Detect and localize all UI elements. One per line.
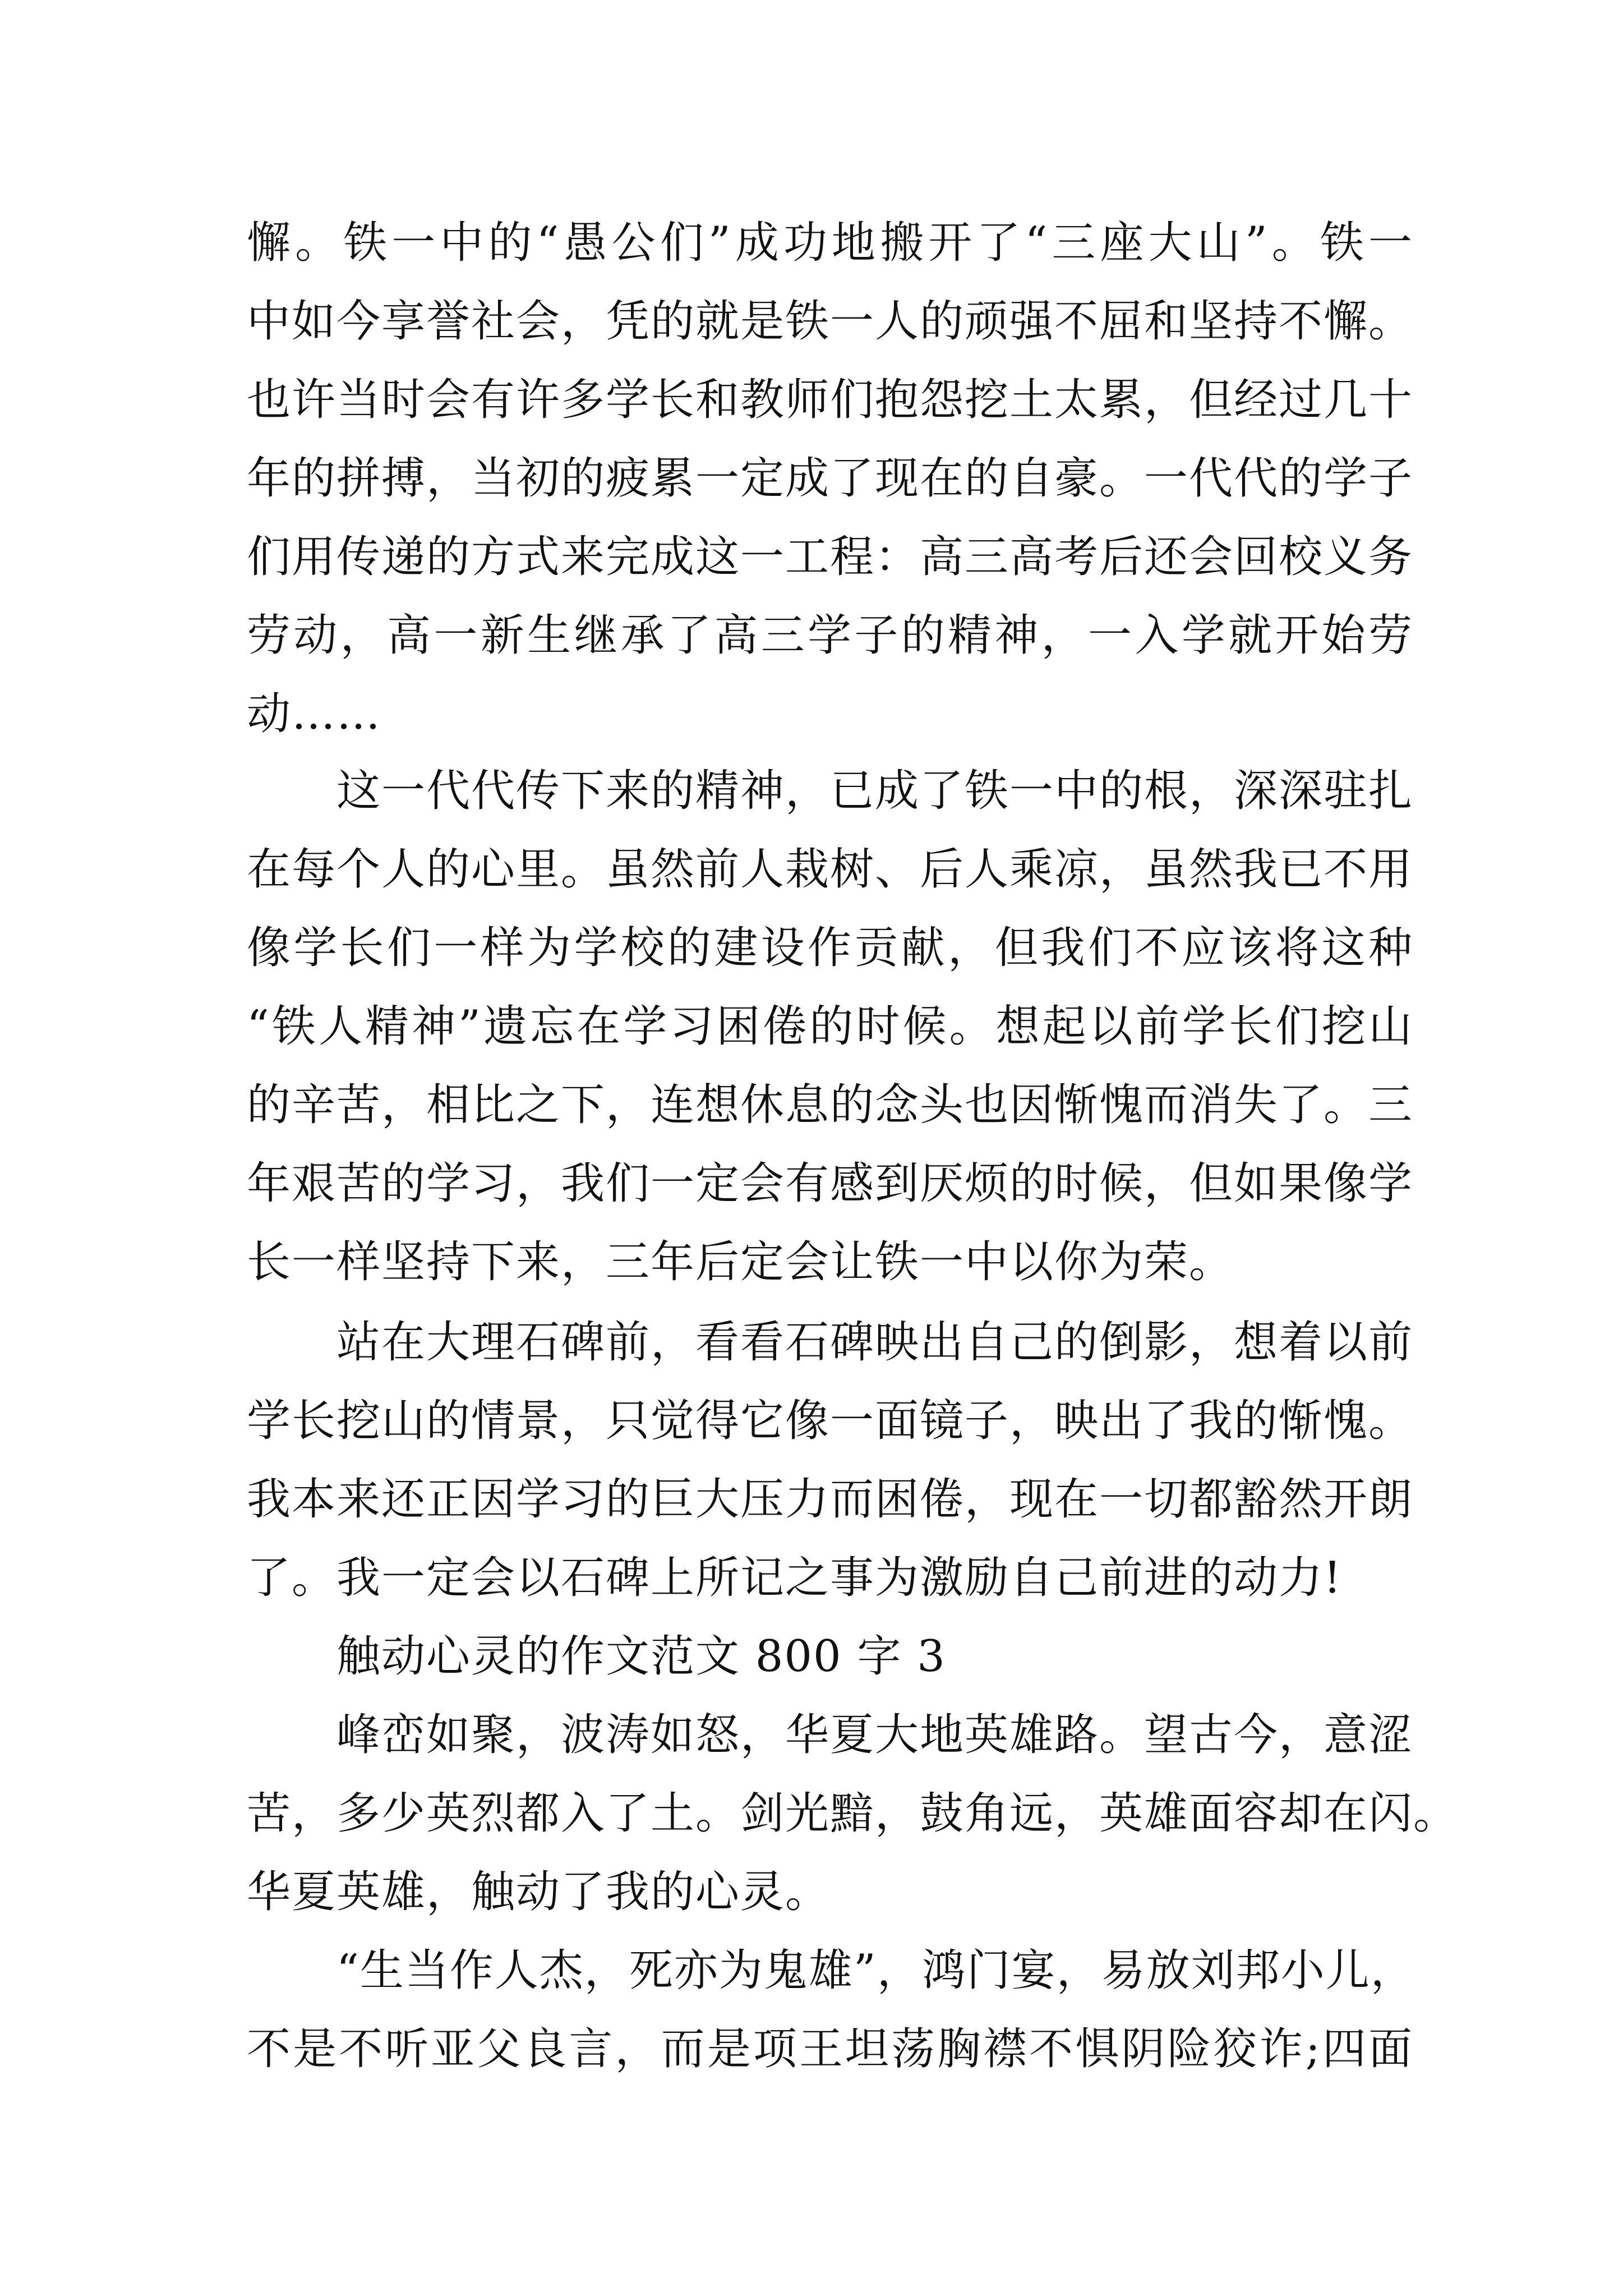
text-line: 苦，多少英烈都入了土。剑光黯，鼓角远，英雄面容却在闪。 [247,1788,1459,1839]
text-line: 不是不听亚父良言，而是项王坦荡胸襟不惧阴险狡诈;四面 [247,2024,1413,2074]
text-line: 中如今享誉社会，凭的就是铁一人的顽强不屈和坚持不懈。 [247,296,1414,347]
text-line: 的辛苦，相比之下，连想休息的念头也因惭愧而消失了。三 [247,1080,1414,1130]
text-line: 了。我一定会以石碑上所记之事为激励自己前进的动力! [247,1553,1343,1603]
text-line: 年的拼搏，当初的疲累一定成了现在的自豪。一代代的学子 [247,453,1414,504]
text-line: 长一样坚持下来，三年后定会让铁一中以你为荣。 [247,1237,1234,1287]
text-line: 我本来还正因学习的巨大压力而困倦，现在一切都豁然开朗 [247,1474,1414,1525]
text-line: 劳动，高一新生继承了高三学子的精神，一入学就开始劳 [247,610,1413,661]
paragraph-first-line: “生当作人杰，死亦为鬼雄”，鸿门宴，易放刘邦小儿， [336,1945,1415,1996]
text-line: “铁人精神”遗忘在学习困倦的时候。想起以前学长们挖山 [247,1001,1413,1052]
text-line: 像学长们一样为学校的建设作贡献，但我们不应该将这种 [247,923,1413,973]
text-line: 也许当时会有许多学长和教师们抱怨挖土太累，但经过几十 [247,375,1414,425]
section-heading: 触动心灵的作文范文 800 字 3 [336,1631,946,1682]
paragraph-first-line: 这一代代传下来的精神，已成了铁一中的根，深深驻扎 [336,766,1414,816]
text-line: 华夏英雄，触动了我的心灵。 [247,1867,831,1917]
text-line: 懈。铁一中的“愚公们”成功地搬开了“三座大山”。铁一 [247,218,1413,268]
text-line: 动…… [247,689,382,739]
text-line: 年艰苦的学习，我们一定会有感到厌烦的时候，但如果像学 [247,1158,1414,1209]
paragraph-first-line: 峰峦如聚，波涛如怒，华夏大地英雄路。望古今，意涩 [336,1710,1414,1760]
text-line: 学长挖山的情景，只觉得它像一面镜子，映出了我的惭愧。 [247,1396,1414,1446]
text-line: 在每个人的心里。虽然前人栽树、后人乘凉，虽然我已不用 [247,844,1414,895]
text-line: 们用传递的方式来完成这一工程：高三高考后还会回校义务 [247,532,1414,582]
paragraph-first-line: 站在大理石碑前，看看石碑映出自己的倒影，想着以前 [336,1317,1414,1368]
